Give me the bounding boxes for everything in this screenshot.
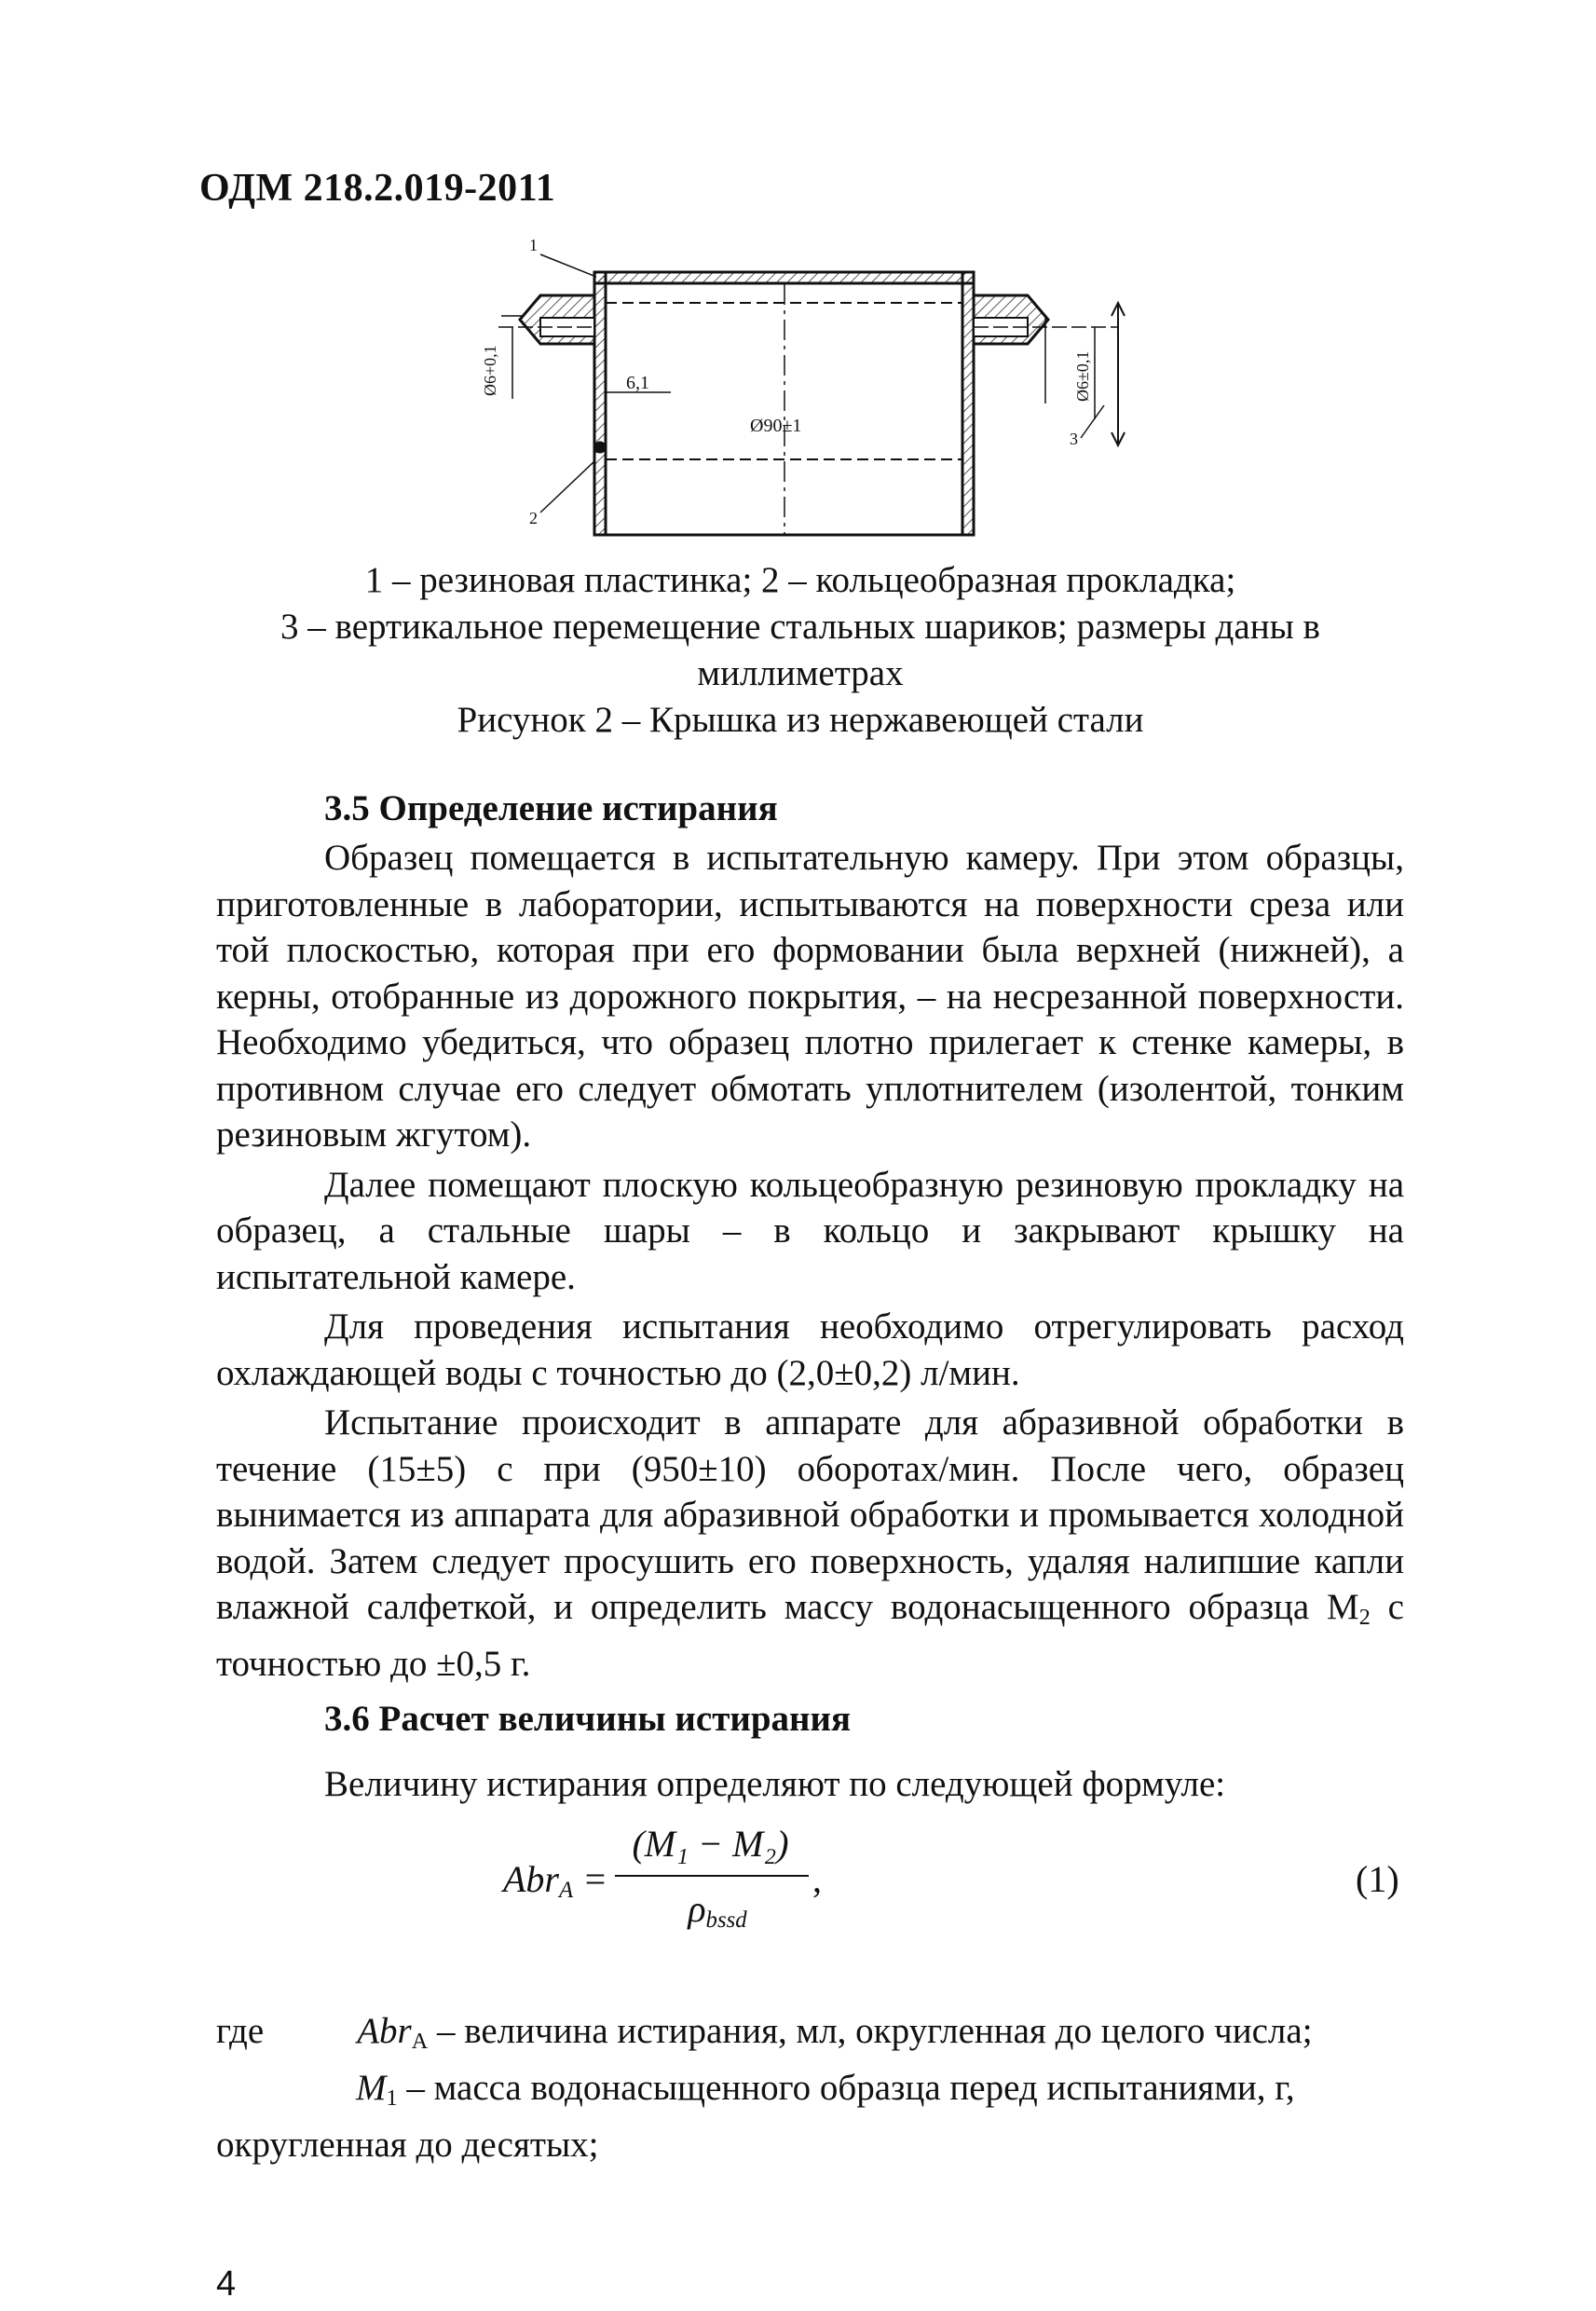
equation-number: (1) <box>1356 1858 1399 1900</box>
dim-wall: 6,1 <box>626 373 649 393</box>
dim-diameter: Ø90±1 <box>750 416 802 436</box>
callout-3: 3 <box>1070 430 1078 448</box>
right-wall <box>962 272 974 535</box>
left-wall <box>594 272 606 535</box>
document-header: ОДМ 218.2.019-2011 <box>199 167 556 210</box>
paragraph: Образец помещается в испытательную камеру. При этом образцы, приготовленные в лаборатории, испытываются на поверхности среза или той плоскостью, которая при его формовании была верхней (нижней), а керны, отобранные из дорожного покрытия, – на несрезанной поверхности. Необходимо убедиться, что образец плотно прилегает к стенке камеры, в противном случае его следует обмотать уплотнителем (изолентой, тонким резиновым жгутом). <box>216 838 1404 1155</box>
callout-2: 2 <box>529 509 538 527</box>
caption-line: 1 – резиновая пластинка; 2 – кольцеобразная прокладка; <box>364 560 1236 600</box>
definition-m1-continued: округленная до десятых; <box>216 2125 599 2166</box>
paragraph: Для проведения испытания необходимо отрегулировать расход охлаждающей воды с точностью до (2,0±0,2) л/мин. <box>216 1306 1404 1393</box>
dim-right: Ø6±0,1 <box>1073 350 1092 402</box>
paragraph: Далее помещают плоскую кольцеобразную резиновую прокладку на образец, а стальные шары – в кольцо и закрывают крышку на испытательной камере. <box>216 1164 1404 1297</box>
section-3-6-title: 3.6 Расчет величины истирания <box>324 1699 852 1739</box>
fraction-bar <box>615 1875 809 1877</box>
figure-title: Рисунок 2 – Крышка из нержавеющей стали <box>457 700 1144 740</box>
section-3-5-title: 3.5 Определение истирания <box>324 788 778 828</box>
formula-1: Abr$_A$ = (M₁ − M₂) $\rho_{bssd}$ , <box>503 1823 822 1934</box>
formula-numerator: (M₁ − M₂) <box>632 1823 789 1865</box>
figure-caption <box>199 557 1401 744</box>
caption-line: миллиметрах <box>697 653 904 693</box>
section-3-5-body <box>216 835 1404 1687</box>
formula-lhs: Abr$_A$ = <box>503 1858 608 1904</box>
dim-left: Ø6+0,1 <box>481 345 499 396</box>
lid-drawing-svg <box>410 238 1211 559</box>
formula-denominator: $\rho_{bssd}$ <box>688 1888 747 1934</box>
formula-intro: Величину истирания определяют по следующей формуле: <box>324 1764 1226 1804</box>
caption-line: 3 – вертикальное перемещение стальных шариков; размеры даны в <box>280 607 1320 647</box>
lid-drawing <box>410 238 1211 559</box>
callout-1: 1 <box>529 238 538 254</box>
definition-m1: $M_1$ – масса водонасыщенного образца перед испытаниями, г, <box>356 2068 1295 2112</box>
page-number: 4 <box>216 2264 237 2304</box>
paragraph: Испытание происходит в аппарате для абразивной обработки в течение (15±5) с при (950±10) оборотах/мин. После чего, образец вынимается из аппарата для абразивной обработки и промывается холодной водой. Затем следует просушить его поверхность, удаляя налипшие капли влажной салфеткой, и определить массу водонасыщенного образца $M_2$ с точностью до ±0,5 г. <box>216 1402 1404 1684</box>
variable-definitions <box>216 2008 1404 2168</box>
top-plate <box>594 272 974 283</box>
definition-abr: где Abr$_A$ – величина истирания, мл, округленная до целого числа; <box>216 2011 1313 2055</box>
